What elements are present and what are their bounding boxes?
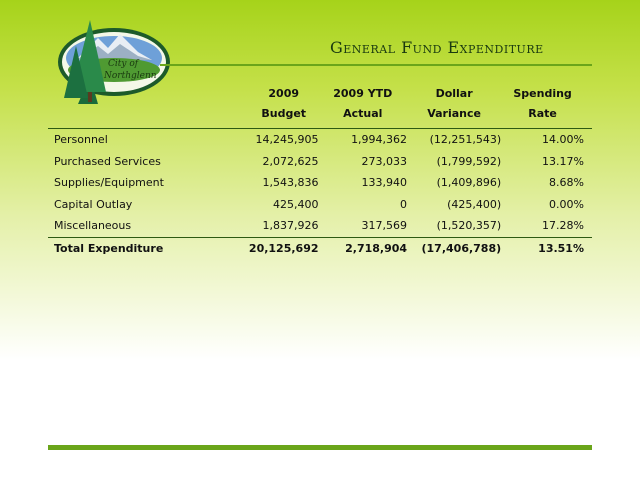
header-budget-line2: Budget [261,107,307,120]
row-rate: 17.28% [542,219,584,233]
header-rate-line1: Spending [513,87,572,100]
row-budget: 14,245,905 [255,133,319,147]
row-actual: 1,994,362 [351,133,408,147]
row-actual: 0 [400,197,408,211]
expenditure-table-container [48,84,592,259]
table-row [48,194,592,216]
table-header-row [48,84,592,129]
expenditure-table [48,84,592,259]
footer-divider [48,445,592,450]
row-budget: 1,837,926 [262,219,319,233]
header-category [48,84,249,129]
row-variance: (1,409,896) [436,176,502,190]
page-title: General Fund Expenditure [330,38,544,57]
header-variance-line1: Dollar [435,87,473,100]
row-budget: 425,400 [273,197,319,211]
row-category: Personnel [54,133,108,147]
row-category: Miscellaneous [54,219,132,233]
row-variance: (12,251,543) [429,133,502,147]
row-category: Purchased Services [54,154,161,168]
row-rate: 14.00% [542,133,584,147]
total-variance: (17,406,788) [407,237,501,259]
logo-text-name: Northglenn [104,71,157,81]
header-variance-line2: Variance [427,107,481,120]
total-actual: 2,718,904 [319,237,408,259]
row-variance: (1,520,357) [436,219,502,233]
row-budget: 1,543,836 [262,176,319,190]
row-actual: 317,569 [361,219,408,233]
row-budget: 2,072,625 [262,154,319,168]
row-rate: 0.00% [549,197,584,211]
title-divider [160,64,592,66]
table-row [48,151,592,173]
header-budget-line1: 2009 [268,87,300,100]
row-variance: (1,799,592) [436,154,502,168]
row-category: Supplies/Equipment [54,176,164,190]
table-row [48,215,592,237]
total-label: Total Expenditure [48,237,249,259]
total-budget: 20,125,692 [249,237,319,259]
row-actual: 273,033 [361,154,408,168]
header-ytd-line2: Actual [343,107,383,120]
header-variance [407,84,501,129]
header-ytd-line1: 2009 YTD [333,87,393,100]
row-rate: 13.17% [542,154,584,168]
row-rate: 8.68% [549,176,584,190]
row-actual: 133,940 [361,176,408,190]
header-ytd-actual [319,84,408,129]
logo-text-city: City of [108,59,139,69]
table-total-row [48,237,592,259]
header-budget [249,84,319,129]
header-spending-rate [501,84,592,129]
total-rate: 13.51% [501,237,592,259]
row-category: Capital Outlay [54,197,133,211]
row-variance: (425,400) [447,197,502,211]
header-rate-line2: Rate [528,107,557,120]
table-row [48,172,592,194]
table-row [48,129,592,151]
